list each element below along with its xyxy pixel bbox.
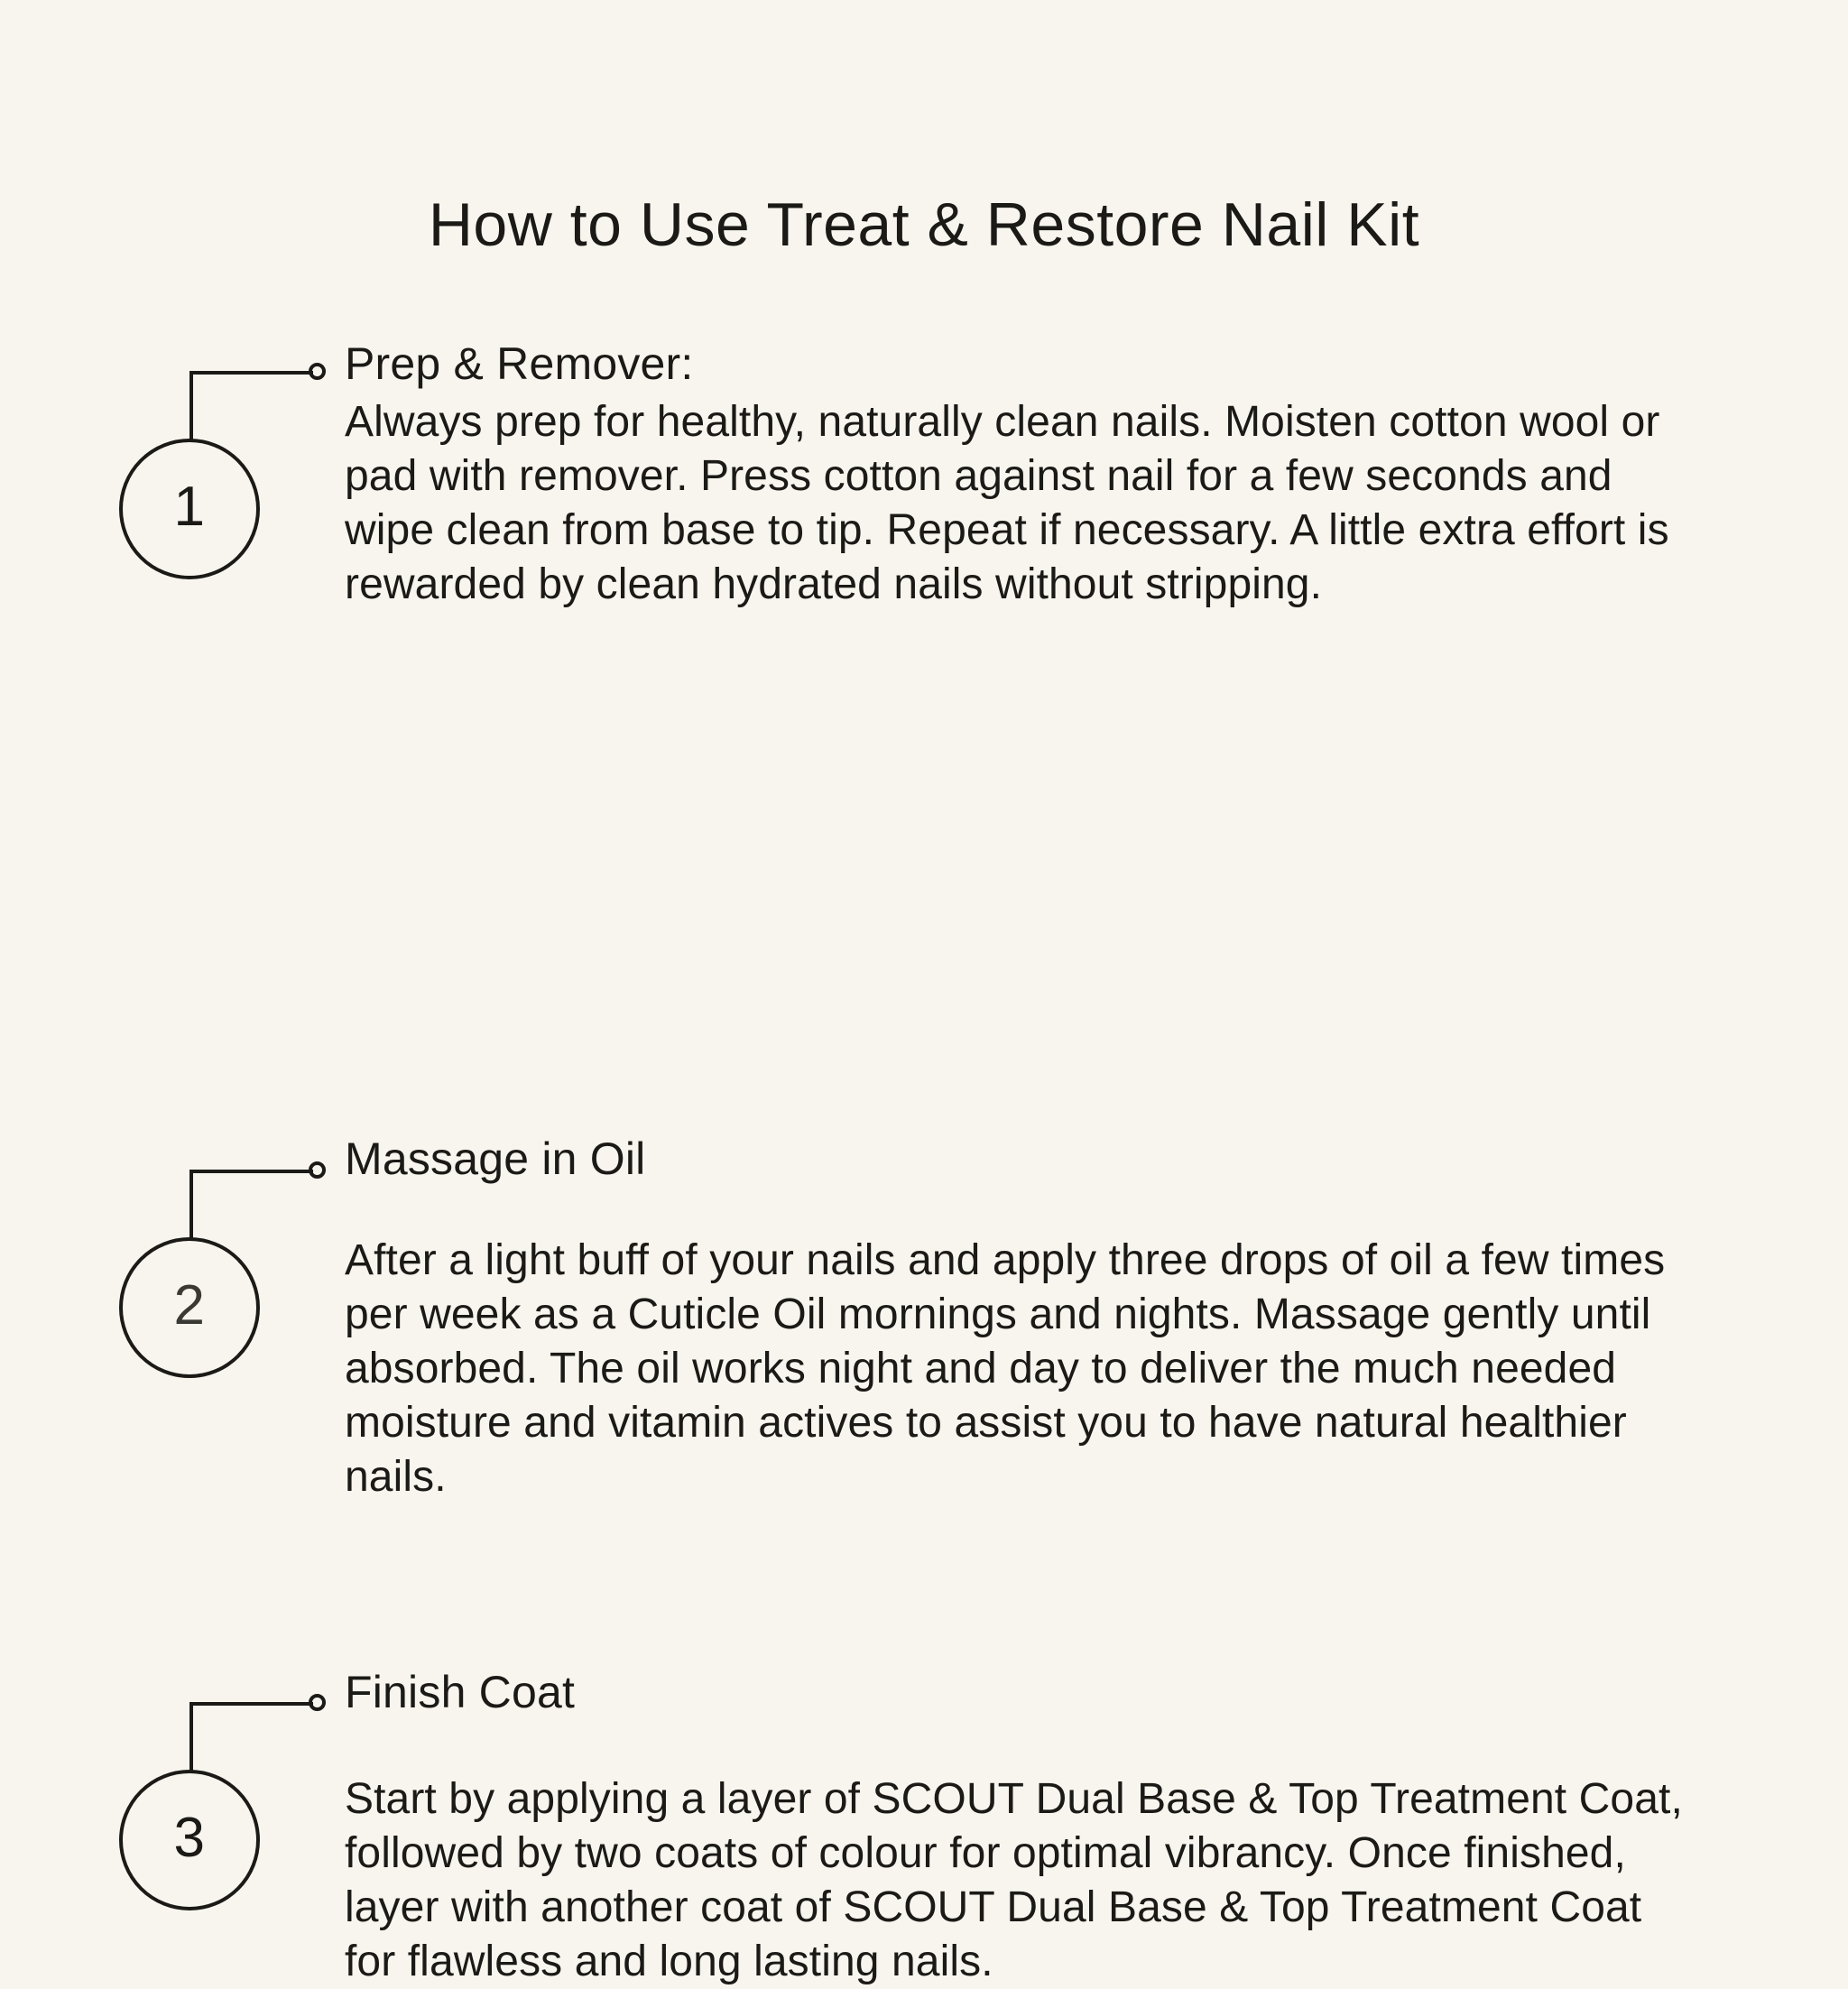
connector-vertical-line bbox=[189, 1170, 193, 1241]
step-heading-1: Prep & Remover: bbox=[345, 338, 694, 389]
step-marker-2 bbox=[108, 1151, 325, 1385]
connector-vertical-line bbox=[189, 371, 193, 442]
step-item-1 bbox=[0, 338, 1848, 704]
connector-vertical-line bbox=[189, 1702, 193, 1773]
step-body-3: Start by applying a layer of SCOUT Dual Base & Top Treatment Coat, followed by two coats of colour for optimal vibrancy. Once finished, layer with another coat of SCOUT Dual Base & Top Treatment Coat for flawless and long lasting nails. bbox=[345, 1775, 1683, 1985]
connector-horizontal-line bbox=[189, 371, 313, 375]
connector-horizontal-line bbox=[189, 1170, 313, 1173]
step-body-1: Always prep for healthy, naturally clean nails. Moisten cotton wool or pad with remover. Press cotton against nail for a few seconds and wipe clean from base to tip. Repeat if necessary. A little extra effort is rewarded by clean hydrated nails without stripping. bbox=[345, 398, 1669, 608]
step-heading-2: Massage in Oil bbox=[345, 1133, 646, 1184]
step-heading-3: Finish Coat bbox=[345, 1667, 576, 1717]
page-title: How to Use Treat & Restore Nail Kit bbox=[428, 190, 1420, 259]
step-content-3 bbox=[345, 1668, 1725, 1989]
step-marker-1 bbox=[108, 352, 325, 587]
step-number-1: 1 bbox=[173, 476, 206, 538]
step-number-3: 3 bbox=[173, 1807, 206, 1869]
step-number-2: 2 bbox=[173, 1274, 206, 1337]
steps-list bbox=[0, 338, 1848, 1985]
step-number-circle-2 bbox=[119, 1237, 260, 1378]
step-content-2 bbox=[345, 1134, 1725, 1504]
step-content-1 bbox=[345, 339, 1725, 612]
step-number-circle-1 bbox=[119, 439, 260, 579]
step-body-2: After a light buff of your nails and apply three drops of oil a few times per week as a Cuticle Oil mornings and nights. Massage gently until absorbed. The oil works night and day to deliver the much needed moisture and vitamin actives to assist you to have natural healthier nails. bbox=[345, 1236, 1666, 1501]
connector-horizontal-line bbox=[189, 1702, 313, 1706]
step-marker-3 bbox=[108, 1683, 325, 1918]
step-number-circle-3 bbox=[119, 1770, 260, 1910]
